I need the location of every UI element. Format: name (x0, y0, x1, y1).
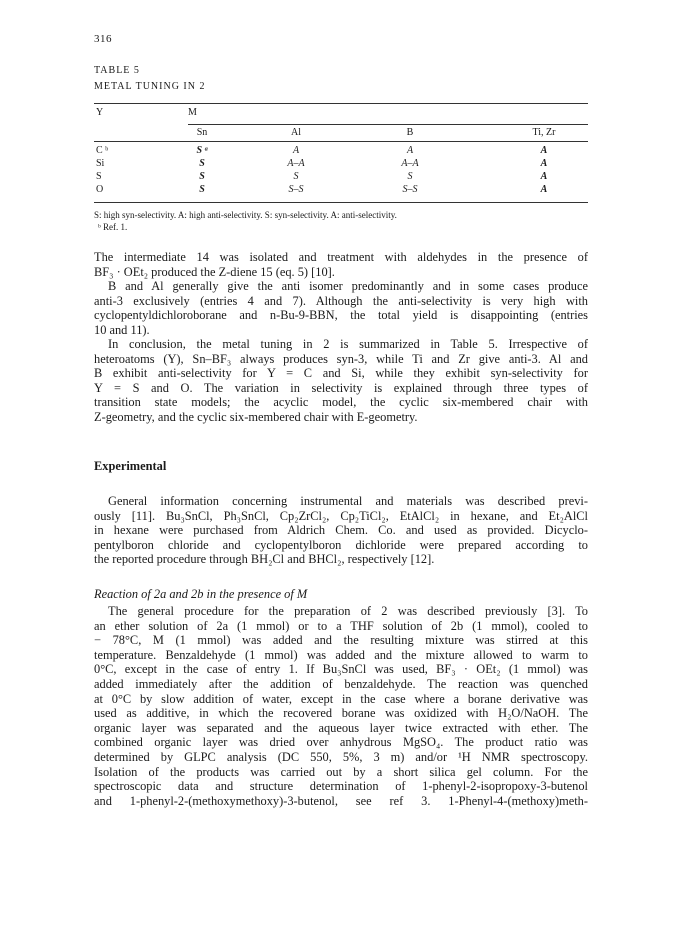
table-cell: A (540, 184, 548, 195)
table-metal-b: B (406, 127, 414, 138)
text-line: 0°C, except in the case of entry 1. If Bu₃SnCl was used, BF₃ · OEt₂ (1 mmol) was (94, 662, 588, 677)
table-metal-sn: Sn (196, 127, 208, 138)
text-line: the reported procedure through BH₂Cl and BHCl₂, respectively [12]. (94, 552, 435, 567)
text-line: Y = S and O. The variation in selectivity is explained through three types of (94, 380, 588, 395)
table-row-y: S (96, 171, 102, 182)
table-m-rule (188, 124, 588, 125)
table-cell: A (540, 171, 548, 182)
text-line: The general procedure for the preparation of 2 was described previously [3]. To (108, 604, 588, 618)
table-cell: A–A (287, 158, 305, 169)
text-line: determined by GLPC analysis (DC 550, 5%, 3 m) and/or ¹H NMR spectroscopy. (94, 749, 588, 764)
text-line: In conclusion, the metal tuning in 2 is summarized in Table 5. Irrespective of (108, 337, 588, 351)
table-label: TABLE 5 (94, 65, 140, 76)
text-line: pentylboron chloride and cyclopentylboron dichloride were prepared according to (94, 537, 588, 552)
subsection-heading-reaction: Reaction of 2a and 2b in the presence of M (94, 587, 308, 601)
table-cell: S (407, 171, 413, 182)
paragraph-conclusion (94, 337, 588, 425)
table-col-m: M (188, 107, 197, 118)
table-cell: A–A (401, 158, 419, 169)
paragraph-general-info (94, 494, 588, 567)
text-line: used as additive, in which the recovered borane was oxidized with H₂O/NaOH. The (94, 706, 588, 721)
text-line: General information concerning instrumental and materials was described previ- (108, 494, 588, 508)
text-line: spectroscopic data and structure determination of 1-phenyl-2-isopropoxy-3-butenol (94, 779, 588, 794)
table-cell: S (293, 171, 299, 182)
text-line: and 1-phenyl-2-(methoxymethoxy)-3-butenol, see ref 3. 1-Phenyl-4-(methoxy)meth- (94, 793, 588, 808)
table-cell: S (199, 184, 205, 195)
text-line: temperature. Benzaldehyde (1 mmol) was added and the mixture allowed to warm to (94, 647, 588, 662)
text-line: combined organic layer was dried over anhydrous MgSO₄. The product ratio was (94, 735, 588, 750)
page-number: 316 (94, 33, 112, 45)
table-row-y: O (96, 184, 104, 195)
text-line: Isolation of the products was carried out by a short silica gel column. For the (94, 764, 588, 779)
table-header-rule (94, 141, 588, 142)
table-cell: A (406, 145, 414, 156)
table-row-y: C ᵇ (96, 145, 109, 156)
table-top-rule (94, 103, 588, 104)
table-metal-tizr: Ti, Zr (532, 127, 556, 138)
text-line: Z-geometry, and the cyclic six-membered chair with E-geometry. (94, 409, 418, 424)
table-cell: S–S (402, 184, 418, 195)
table-col-y: Y (96, 107, 104, 118)
table-footnote-a: S: high syn-selectivity. A: high anti-selectivity. S: syn-selectivity. A: anti-selectivity. (94, 210, 397, 220)
table-cell: S–S (288, 184, 304, 195)
text-line: at 0°C by slow addition of water, except in the case where a borane derivative was (94, 691, 588, 706)
table-cell: A (540, 158, 548, 169)
text-line: anti-3 exclusively (entries 4 and 7). Although the anti-selectivity is very high with (94, 293, 588, 308)
table-footnote-b: ᵇ Ref. 1. (98, 222, 128, 232)
section-heading-experimental: Experimental (94, 459, 167, 473)
table-cell: A (540, 145, 548, 156)
table-row-y: Si (96, 158, 105, 169)
text-line: ously [11]. Bu₃SnCl, Ph₃SnCl, Cp₂ZrCl₂, Cp₂TiCl₂, EtAlCl₂ in hexane, and Et₂AlCl (94, 508, 588, 523)
table-bottom-rule (94, 202, 588, 203)
text-line: BF₃ · OEt₂ produced the Z-diene 15 (eq. 5) [10]. (94, 264, 335, 279)
text-line: B and Al generally give the anti isomer predominantly and in some cases produce (108, 279, 588, 293)
table-cell: S (199, 171, 205, 182)
table-metal-al: Al (291, 127, 301, 138)
text-line: organic layer was separated and the aqueous layer twice extracted with ether. The (94, 720, 588, 735)
text-line: The intermediate 14 was isolated and treatment with aldehydes in the presence of (94, 250, 588, 264)
text-line: in hexane were purchased from Aldrich Chem. Co. and used as provided. Dicyclo- (94, 523, 588, 538)
paragraph-b-al (94, 279, 588, 337)
table-cell: S (199, 158, 205, 169)
text-line: transition state models; the acyclic model, the cyclic six-membered chair with (94, 395, 588, 410)
table-title: METAL TUNING IN 2 (94, 81, 206, 92)
paragraph-procedure (94, 604, 588, 808)
text-line: B exhibit anti-selectivity for Y = C and Si, while they exhibit syn-selectivity for (94, 366, 588, 381)
text-line: an ether solution of 2a (1 mmol) or to a THF solution of 2b (1 mmol), cooled to (94, 618, 588, 633)
text-line: heteroatoms (Y), Sn–BF₃ always produces syn-3, while Ti and Zr give anti-3. Al and (94, 351, 588, 366)
text-line: cyclopentyldichloroborane and n-Bu-9-BBN, the total yield is disappointing (entries (94, 308, 588, 323)
table-cell: S ᵃ (196, 145, 208, 156)
text-line: − 78°C, M (1 mmol) was added and the resulting mixture was stirred at this (94, 633, 588, 648)
paragraph-intermediate (94, 250, 588, 279)
text-line: 10 and 11). (94, 322, 150, 337)
table-cell: A (292, 145, 300, 156)
text-line: added immediately after the addition of benzaldehyde. The reaction was quenched (94, 676, 588, 691)
